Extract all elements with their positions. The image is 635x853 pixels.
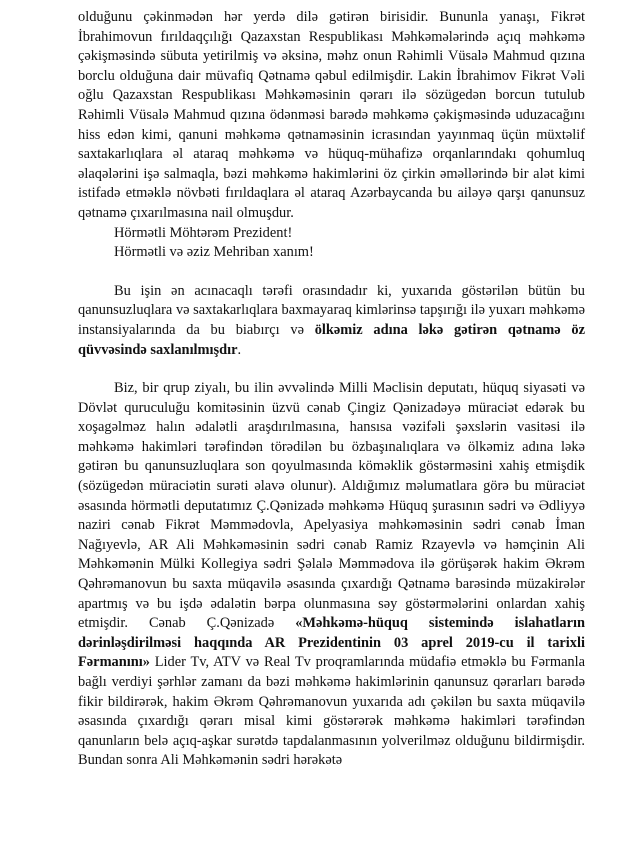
paragraph-3-text-end: Lider Tv, ATV və Real Tv proqramlarında müdafiə etməklə bu Fərmanla bağlı verdiyi şərhlər zamanı da bəzi məhkəmə hakimlərinin qanunsuz qərarları barədə fikir bildirərək, hakim Əkrəm Qəhrəmanovun yuxarıda adı çəkilən bu saxta müqavilə əsasında çıxardığı qərarı misal kimi göstərərək məhkəmə hakimləri tərəfindən qanunların belə açıq-aşkar surətdə tapdalanmasının yolverilməz olduğunu bildirmişdir. Bundan sonra Ali Məhkəmənin sədri hərəkətə — [78, 654, 585, 769]
salutation-president: Hörmətli Möhtərəm Prezident! — [114, 224, 293, 241]
document-page — [78, 8, 585, 771]
paragraph-continuation: olduğunu çəkinmədən hər yerdə dilə gətirən birisidir. Bununla yanaşı, Fikrət İbrahimovun fırıldaqçılığı Qazaxstan Respublikası Məhkəmələrində açıq məhkəmə çəkişməsində sübuta yetirilmiş və əksinə, məhz onun Rəhimli Vüsalə Mahmud qızına borclu olduğuna dair müvafiq Qətnamə qəbul edilmişdir. Lakin İbrahimov Fikrət Vəli oğlu Qazaxstan Respublikası Məhkəməsinin qərarı ilə sözügedən borcun tutulub Rəhimli Vüsalə Mahmud qızına ödənməsi barədə məhkəmə çəkişməsində uduzacağını hiss edən kimi, qanuni məhkəmə qətnaməsinin icrasından yayınmaq üçün müxtəlif saxtakarlıqlara əl ataraq məhkəmə və hüquq-mühafizə orqanlarındakı qohumluq əlaqələrini işə salmaqla, bəzi məhkəmə hakimlərini öz çirkin əməllərində bir alət kimi istifadə etməklə növbəti fırıldaqlara əl ataraq Azərbaycanda bu ailəyə qarşı qanunsuz qətnamə çıxarılmasına nail olmuşdur. — [78, 9, 585, 221]
paragraph-2-bold-text: ölkəmiz adına ləkə gətirən qətnamə öz qüvvəsində saxlanılmışdır — [78, 321, 585, 358]
paragraph-unfortunate-side — [78, 282, 585, 360]
paragraph-3-bold-decree: «Məhkəmə-hüquq sistemində islahatların dərinləşdirilməsi haqqında AR Prezidentinin 03 aprel 2019-cu il tarixli Fərmanını» — [78, 615, 585, 671]
salutation-mehriban: Hörmətli və əziz Mehriban xanım! — [114, 244, 314, 261]
paragraph-appeal — [78, 379, 585, 771]
paragraph-2-text-end: . — [237, 341, 242, 358]
paragraph-2-text-start: Bu işin ən acınacaqlı tərəfi orasındadır ki, yuxarıda göstərilən bütün bu qanunsuzluqlara və saxtakarlıqlara baxmayaraq kimlərinsə tapşırığı ilə yuxarı məhkəmə instansiyalarında da bu biabırçı və — [78, 282, 585, 338]
paragraph-3-text-start: Biz, bir qrup ziyalı, bu ilin əvvəlində Milli Məclisin deputatı, hüquq siyasəti və Dövlət quruculuğu komitəsinin üzvü cənab Çingiz Qənizadəyə müraciət edərək bu xoşagəlməz halın ədalətli araşdırılmasına, hansısa vəzifəli şəxslərin vasitəsi ilə məhkəmə hakimləri tərəfindən törədilən bu özbaşınalıqlara və ölkəmiz adına ləkə gətirən bu qanunsuzluqlara son qoyulmasında köməklik göstərməsini xahiş etmişdik (sözügedən müraciətin surəti əlavə olunur). Aldığımız məlumatlara görə bu müraciət əsasında hörmətli deputatımız Ç.Qənizadə məhkəmə Hüquq şurasının sədri və Ədliyyə naziri cənab Fikrət Məmmədovla, Apelyasiya məhkəməsinin sədri cənab İman Nağıyevlə, AR Ali Məhkəməsinin sədri cənab Ramiz Rzayevlə və həmçinin Ali Məhkəmənin Mülki Kollegiya sədri Şəlalə Məmmədova ilə görüşərək hakim Əkrəm Qəhrəmanovun bu saxta müqavilə əsasında çıxardığı Qətnamə barəsində müzakirələr apartmış və bu işdə ədalətin bərpa olunmasına səy göstərmələrini onlardan xahiş etmişdir. Cənab Ç.Qənizadə — [78, 380, 585, 632]
